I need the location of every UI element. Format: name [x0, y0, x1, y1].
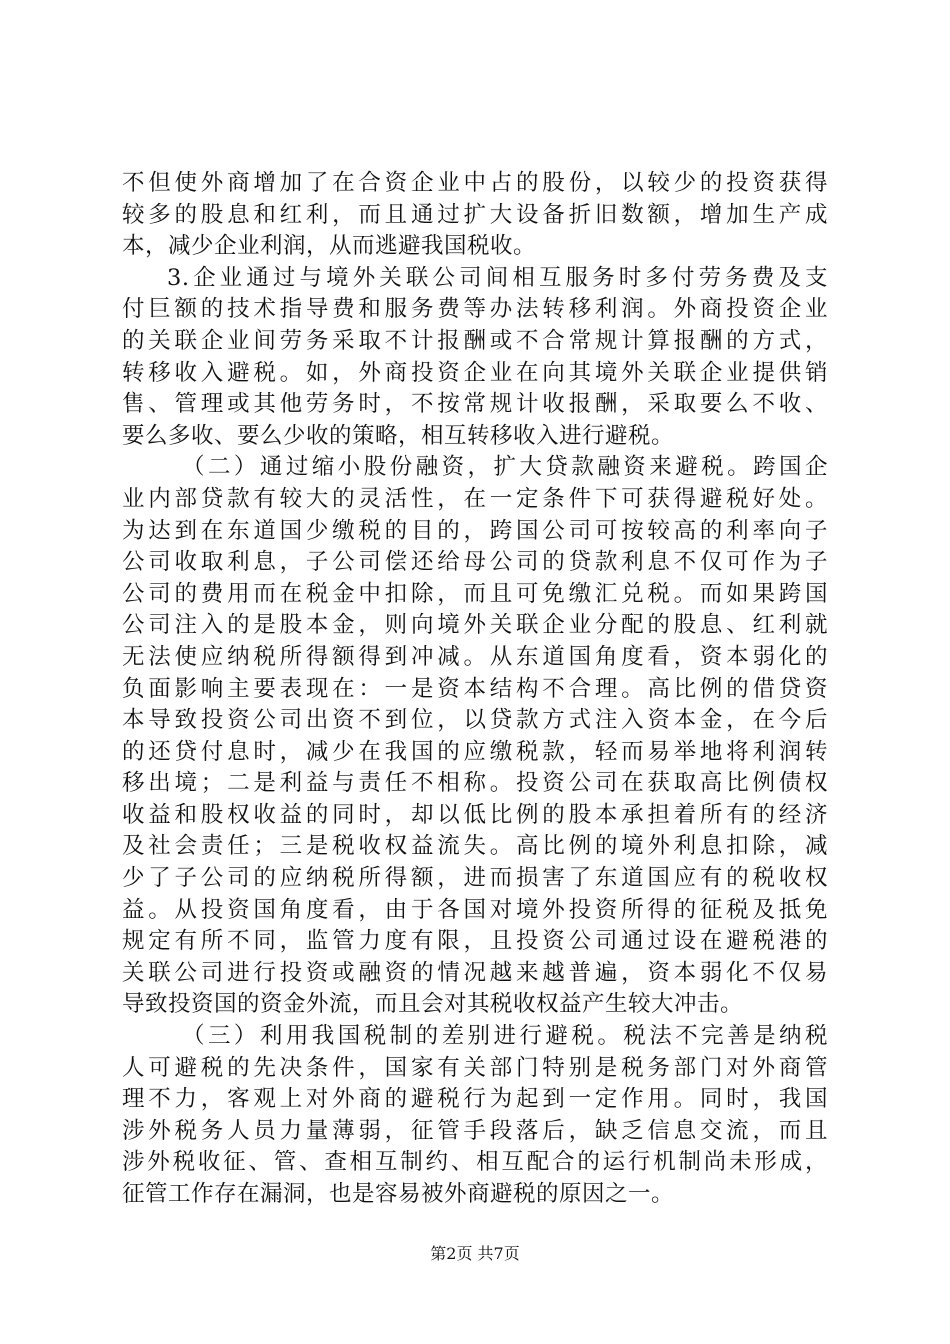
body-text [122, 168, 828, 1211]
text-line: 业内部贷款有较大的灵活性，在一定条件下可获得避税好处。 [122, 485, 828, 512]
text-line: 的还贷付息时，减少在我国的应缴税款，轻而易举地将利润转 [122, 738, 828, 765]
text-line: 本导致投资公司出资不到位，以贷款方式注入资本金，在今后 [122, 707, 828, 734]
text-line: 负面影响主要表现在：一是资本结构不合理。高比例的借贷资 [122, 675, 828, 702]
text-line: 少了子公司的应纳税所得额，进而损害了东道国应有的税收权 [122, 865, 828, 892]
text-line: 付巨额的技术指导费和服务费等办法转移利润。外商投资企业 [122, 296, 828, 323]
text-line: 无法使应纳税所得额得到冲减。从东道国角度看，资本弱化的 [122, 643, 828, 670]
text-line: 理不力，客观上对外商的避税行为起到一定作用。同时，我国 [122, 1086, 828, 1113]
text-line: 较多的股息和红利，而且通过扩大设备折旧数额，增加生产成 [122, 201, 828, 228]
text-line: 涉外税收征、管、查相互制约、相互配合的运行机制尚未形成， [122, 1149, 828, 1176]
text-line: 要么多收、要么少收的策略，相互转移收入进行避税。 [122, 422, 675, 449]
text-line: 关联公司进行投资或融资的情况越来越普遍，资本弱化不仅易 [122, 959, 828, 986]
text-line: 公司的费用而在税金中扣除，而且可免缴汇兑税。而如果跨国 [122, 580, 828, 607]
text-line: 不但使外商增加了在合资企业中占的股份，以较少的投资获得 [122, 170, 828, 196]
text-line: 公司收取利息，子公司偿还给母公司的贷款利息不仅可作为子 [122, 549, 828, 576]
text-line: 本，减少企业利润，从而逃避我国税收。 [122, 233, 537, 260]
text-line: 移出境；二是利益与责任不相称。投资公司在获取高比例债权 [122, 770, 828, 797]
text-line: 公司注入的是股本金，则向境外关联企业分配的股息、红利就 [122, 612, 828, 639]
text-line: 3.企业通过与境外关联公司间相互服务时多付劳务费及支 [167, 264, 828, 291]
text-line: 为达到在东道国少缴税的目的，跨国公司可按较高的利率向子 [122, 517, 828, 544]
page-footer: 第2页 共7页 [430, 1244, 520, 1263]
text-line: 的关联企业间劳务采取不计报酬或不合常规计算报酬的方式， [122, 327, 828, 354]
text-line: 人可避税的先决条件，国家有关部门特别是税务部门对外商管 [122, 1054, 828, 1081]
text-line: 益。从投资国角度看，由于各国对境外投资所得的征税及抵免 [122, 896, 828, 923]
text-line: 规定有所不同，监管力度有限，且投资公司通过设在避税港的 [122, 928, 828, 955]
text-line: 及社会责任；三是税收权益流失。高比例的境外利息扣除，减 [122, 833, 828, 860]
section-heading-line: （三）利用我国税制的差别进行避税。税法不完善是纳税 [182, 1023, 828, 1050]
text-line: 导致投资国的资金外流，而且会对其税收权益产生较大冲击。 [122, 991, 744, 1018]
text-line: 涉外税务人员力量薄弱，征管手段落后，缺乏信息交流，而且 [122, 1117, 828, 1144]
section-heading-line: （二）通过缩小股份融资，扩大贷款融资来避税。跨国企 [182, 454, 828, 481]
text-line: 征管工作存在漏洞，也是容易被外商避税的原因之一。 [122, 1181, 675, 1207]
text-line: 售、管理或其他劳务时，不按常规计收报酬，采取要么不收、 [122, 391, 828, 418]
text-line: 转移收入避税。如，外商投资企业在向其境外关联企业提供销 [122, 359, 828, 386]
text-line: 收益和股权收益的同时，却以低比例的股本承担着所有的经济 [122, 801, 828, 828]
